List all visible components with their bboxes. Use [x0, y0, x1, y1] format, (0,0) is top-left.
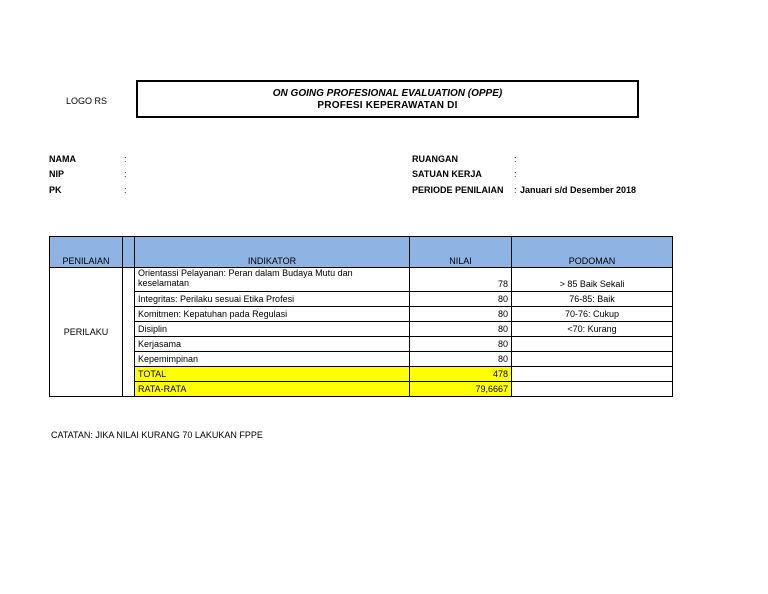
- table-row: [50, 292, 673, 307]
- header-spacer: [123, 237, 135, 268]
- table-header-row: [50, 237, 673, 268]
- nip-label: NIP: [49, 169, 65, 179]
- table-row: [50, 337, 673, 352]
- nip-sep: :: [124, 169, 127, 179]
- indikator-cell: Orientassi Pelayanan: Peran dalam Budaya Mutu dan keselamatan: [135, 268, 410, 292]
- periode-sep: :: [514, 185, 517, 195]
- total-label: TOTAL: [135, 367, 410, 382]
- average-row: [50, 382, 673, 397]
- nama-label: NAMA: [49, 154, 76, 164]
- average-label: RATA-RATA: [135, 382, 410, 397]
- nilai-cell: 80: [410, 292, 512, 307]
- table-row: [50, 352, 673, 367]
- ruangan-sep: :: [514, 154, 517, 164]
- category-perilaku: PERILAKU: [50, 268, 123, 397]
- ruangan-label: RUANGAN: [412, 154, 458, 164]
- pedoman-cell: [512, 352, 673, 367]
- nilai-cell: 80: [410, 322, 512, 337]
- nilai-cell: 80: [410, 352, 512, 367]
- nama-sep: :: [124, 154, 127, 164]
- total-value: 478: [410, 367, 512, 382]
- total-pedoman: [512, 367, 673, 382]
- evaluation-table: [49, 236, 673, 397]
- pedoman-cell: 76-85: Baik: [512, 292, 673, 307]
- nilai-cell: 80: [410, 307, 512, 322]
- average-pedoman: [512, 382, 673, 397]
- table-row: [50, 268, 673, 292]
- nilai-cell: 78: [410, 268, 512, 292]
- pedoman-cell: > 85 Baik Sekali: [512, 268, 673, 292]
- document-subtitle: PROFESI KEPERAWATAN DI: [317, 100, 458, 111]
- nilai-cell: 80: [410, 337, 512, 352]
- indikator-cell: Komitmen: Kepatuhan pada Regulasi: [135, 307, 410, 322]
- pk-sep: :: [124, 185, 127, 195]
- header-nilai: NILAI: [410, 237, 512, 268]
- logo-placeholder: LOGO RS: [66, 96, 108, 106]
- table-row: [50, 322, 673, 337]
- indikator-cell: Integritas: Perilaku sesuai Etika Profesi: [135, 292, 410, 307]
- indikator-cell: Kepemimpinan: [135, 352, 410, 367]
- average-value: 79,6667: [410, 382, 512, 397]
- table-row: [50, 307, 673, 322]
- header-pedoman: PODOMAN: [512, 237, 673, 268]
- header-penilaian: PENILAIAN: [50, 237, 123, 268]
- pk-label: PK: [49, 185, 62, 195]
- periode-label: PERIODE PENILAIAN: [412, 185, 504, 195]
- satuan-kerja-label: SATUAN KERJA: [412, 169, 482, 179]
- pedoman-cell: <70: Kurang: [512, 322, 673, 337]
- satuan-kerja-sep: :: [514, 169, 517, 179]
- periode-value: Januari s/d Desember 2018: [520, 185, 637, 195]
- title-box: [136, 80, 639, 118]
- indikator-cell: Disiplin: [135, 322, 410, 337]
- spacer-cell: [123, 268, 135, 397]
- indikator-cell: Kerjasama: [135, 337, 410, 352]
- total-row: [50, 367, 673, 382]
- header-indikator: INDIKATOR: [135, 237, 410, 268]
- catatan-note: CATATAN: JIKA NILAI KURANG 70 LAKUKAN FPPE: [51, 430, 263, 440]
- pedoman-cell: [512, 337, 673, 352]
- pedoman-cell: 70-76: Cukup: [512, 307, 673, 322]
- document-title: ON GOING PROFESIONAL EVALUATION (OPPE): [272, 88, 503, 99]
